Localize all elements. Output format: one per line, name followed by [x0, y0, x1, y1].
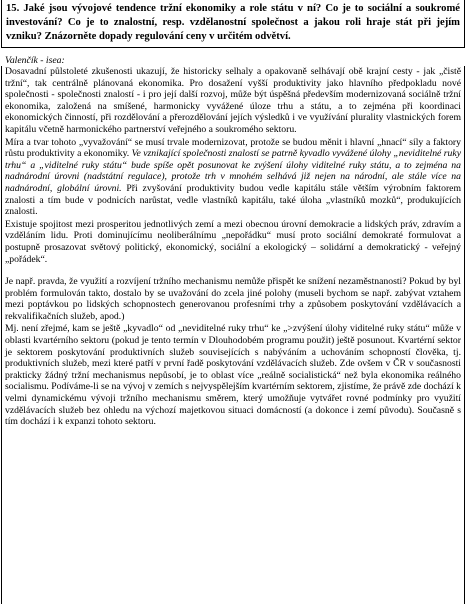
text-run: Dosavadní půlstoleté zkušenosti ukazují, že historicky selhaly a opakovaně selhávají obě krajní cesty - jak „čistě tržní“, tak centrálně plánovaná ekonomika. Pro dosažení vyšší produktivity jako hlavního předpokladu nové společnosti - společnosti znalostí - i pro její další rozvoj, může být úspěšná především modernizovaná sociálně tržní ekonomika, založená na smíšené, harmonicky vyvážené úloze trhu a státu, a to zejména při koordinaci ekonomických činností, při rozdělování a přerozdělování jejích výsledků i ve využívání plurality vlastnických forem kapitálu včetně harmonického partnerství veřejného a soukromého sektoru. [5, 66, 461, 135]
paragraph [5, 219, 461, 265]
paragraph [5, 323, 461, 427]
paragraph [5, 276, 461, 322]
paragraph [5, 66, 461, 136]
author-label: Valenčík - isea: [5, 55, 65, 66]
text-run: Mj. není zřejmé, kam se ještě „kyvadlo“ od „neviditelné ruky trhu“ ke „>zvýšení úlohy viditelné ruky státu“ může v oblasti kvartérního sektoru (pokud je tento termín v Dlouhodobém programu použit) ještě posunout. Kvartérní sektor je sektorem poskytování produktivních služeb souvisejících s nabýváním a uchováním schopností člověka, tj. produktivních služeb, mezi které patří v první řadě poskytování vzdělávacích služeb. Zde ovšem v ČR v současnosti prakticky žádný tržní mechanismus nepůsobí, je to oblast více „reálně socialistická“ než byla ekonomika reálného socialismu. Podíváme-li se na vývoj v zemích s nejvyspělejším kvartérním sektorem, zjistíme, že právě zde dochází k velmi dynamickému vývoji tržního mechanismu směrem, který umožňuje vytvářet rovné podmínky pro využití vzdělávacích služeb bez ohledu na výchozí majetkovou situaci domácností (a dokonce i zemí původu). Současně s tím dochází i k expanzi tohoto sektoru. [5, 323, 461, 428]
paragraph-gap [5, 265, 461, 276]
question-box [1, 0, 465, 48]
answer-body [1, 66, 465, 604]
text-run: Existuje spojitost mezi prosperitou jednotlivých zemí a mezi obecnou úrovní demokracie a lidských práv, zdravím a vzděláním lidu. Proti dominujícímu neoliberálnímu „nepořádku“ musí proto sociální demokraté formulovat a postupně prosazovat světový politický, ekonomický, sociální a ekologický – solidární a demokratický - veřejný „pořádek“. [5, 218, 461, 265]
italic-text-run: Ve vznikající společnosti znalostí se patrně kyvadlo vyvážené úlohy „neviditelné ruky trhu“ a „viditelné ruky státu“ bude spíše opět posunovat ke zvýšení úlohy viditelné ruky státu, a to zejména na nadnárodní úrovni (nadstátní regulace), protože trh v mnohém selhává již nejen na národní, ale stále více na nadnárodní, globální úrovni. [5, 148, 461, 194]
text-run: Při zvyšování produktivity budou vedle kapitálu stále větším výrobním faktorem znalosti a tím bude v podnicích narůstat, vedle vlastníků kapitálu, také úloha „vlastníků mozků“, produkujících znalosti. [5, 182, 462, 218]
paragraph-list [5, 66, 461, 428]
paragraph [5, 137, 461, 218]
text-run: Je např. pravda, že využití a rozvíjení tržního mechanismu nemůže přispět ke snížení nezaměstnanosti? Pokud by byl problém formulován takto, dostalo by se uvažování do zcela jiné polohy (museli bychom se např. zabývat vztahem mezi poptávkou po lidských schopnostech generovanou profesními trhy a způsobem poskytování vzdělávacích a rekvalifikačních služeb, apod.) [5, 276, 461, 322]
question-text: 15. Jaké jsou vývojové tendence tržní ekonomiky a role státu v ní? Co je to sociální a soukromé investování? Co je to znalostní, resp. vzdělanostní společnost a jakou roli hraje stát při jejím vzniku? Znázorněte dopady regulování ceny v určitém odvětví. [6, 3, 460, 42]
text-run: Míra a tvar tohoto „vyvažování“ se musí trvale modernizovat, protože se budou měnit i hlavní „hnací“ síly a faktory růstu produktivity a ekonomiky. [5, 136, 461, 160]
